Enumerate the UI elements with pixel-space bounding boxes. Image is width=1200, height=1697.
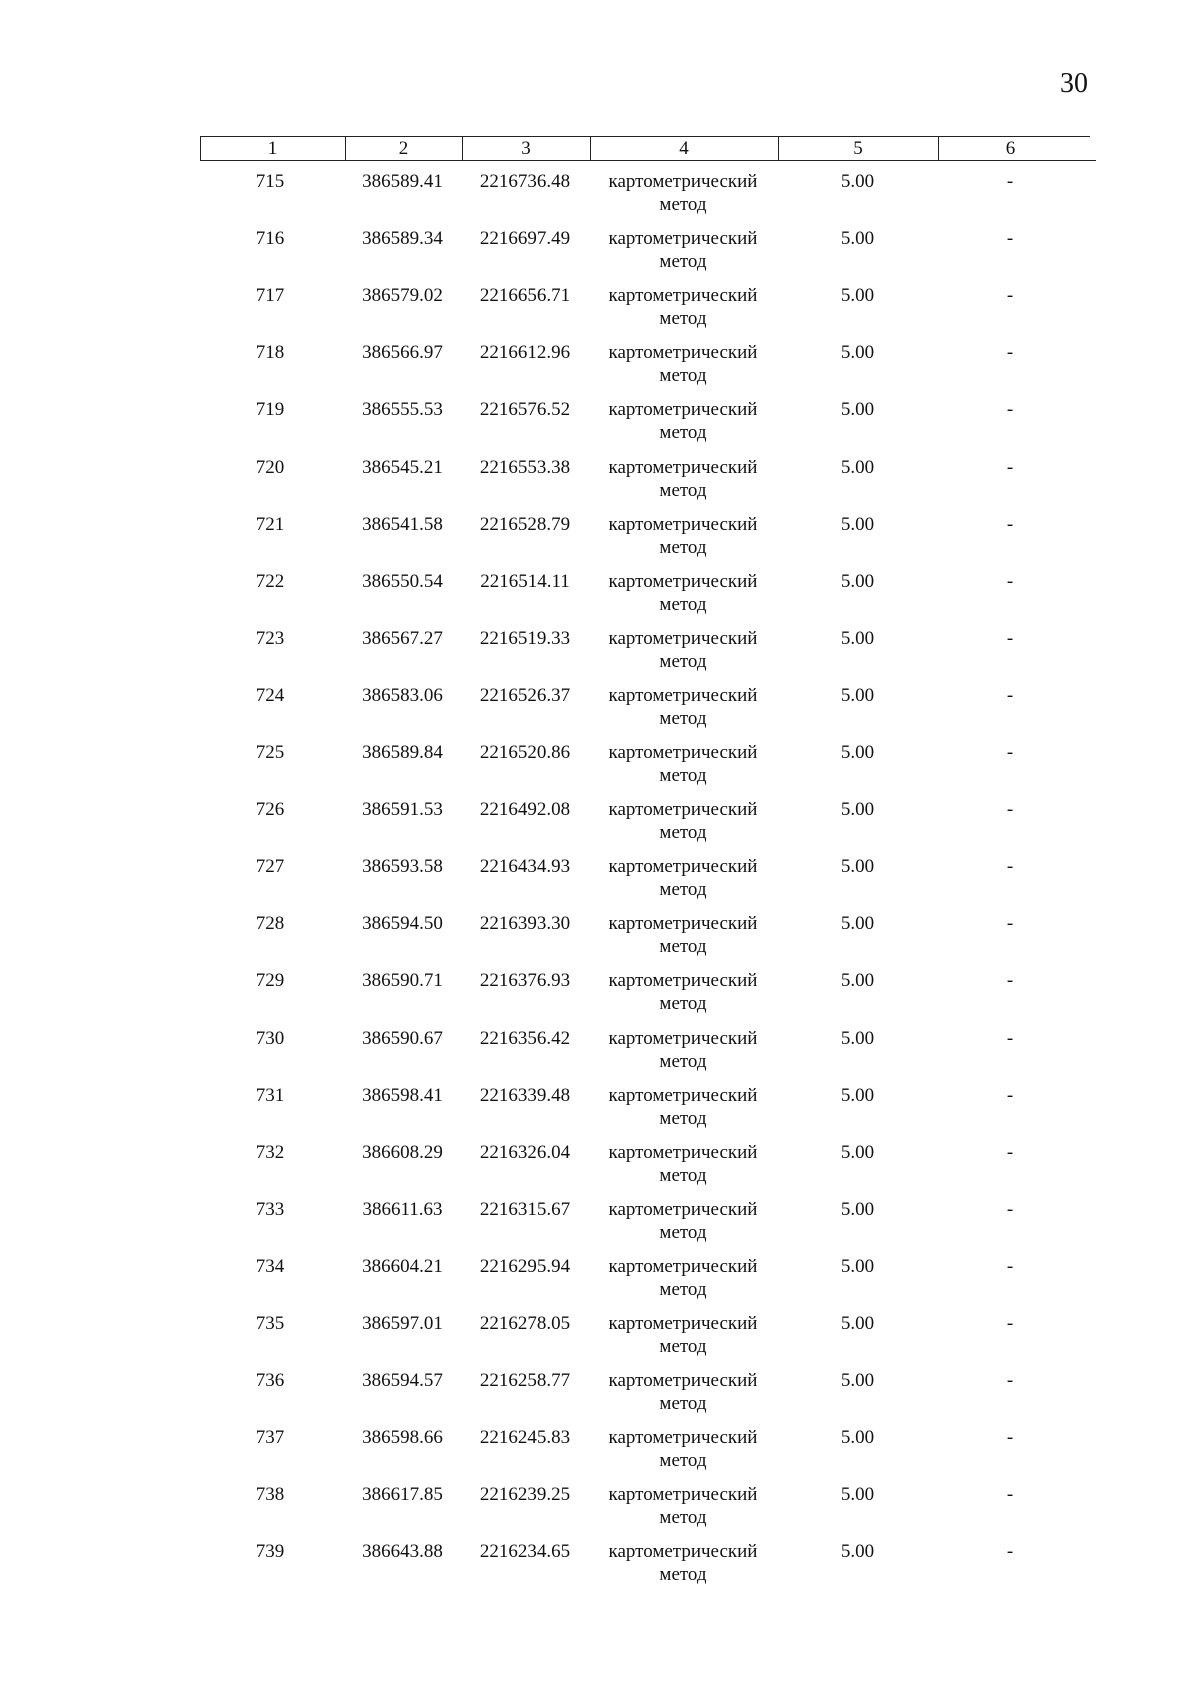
precision-value: 5.00 [840,970,875,992]
x-coordinate: 386589.41 [362,171,443,192]
point-number: 734 [255,1255,285,1277]
method-line-1: картометрический [608,456,758,478]
y-coordinate: 2216736.48 [479,171,571,192]
x-coordinate: 386604.21 [362,1255,443,1277]
point-number: 726 [255,799,285,821]
method-line-1: картометрический [608,1541,758,1563]
table-row [0,969,1200,1026]
y-coordinate: 2216339.48 [479,1084,571,1106]
method-line-2: метод [659,479,707,501]
note-value: - [1006,1255,1014,1277]
method-cell [588,1027,778,1073]
method-line-2: метод [659,1450,707,1472]
table-row [0,684,1200,741]
method-line-1: картометрический [608,970,758,992]
method-line-2: метод [659,251,707,273]
method-line-1: картометрический [608,570,758,592]
column-header-6: 6 [1005,138,1016,159]
precision-value: 5.00 [840,1313,875,1334]
method-cell [588,398,778,444]
method-cell [588,855,778,901]
method-line-2: метод [659,1278,707,1300]
method-line-1: картометрический [608,228,758,250]
table-row [0,1540,1200,1597]
precision-value: 5.00 [840,1255,875,1277]
method-line-1: картометрический [608,1141,758,1163]
column-header-5: 5 [853,138,863,159]
method-line-2: метод [659,879,707,901]
table-row [0,227,1200,284]
point-number: 739 [255,1541,285,1563]
precision-value: 5.00 [840,856,875,878]
column-header-3: 3 [521,138,531,159]
method-line-2: метод [659,422,707,444]
y-coordinate: 2216612.96 [479,342,571,364]
note-value: - [1006,856,1014,878]
table-row [0,1141,1200,1198]
note-value: - [1006,456,1014,478]
note-value: - [1006,1370,1014,1392]
method-line-1: картометрический [608,342,758,364]
y-coordinate: 2216528.79 [479,513,571,535]
y-coordinate: 2216315.67 [479,1198,571,1220]
method-line-2: метод [659,1107,707,1129]
y-coordinate: 2216376.93 [479,970,571,992]
y-coordinate: 2216239.25 [479,1484,571,1506]
note-value: - [1006,684,1014,706]
point-number: 729 [255,970,285,992]
method-line-1: картометрический [608,1198,758,1220]
point-number: 733 [255,1198,285,1220]
method-line-2: метод [659,593,707,615]
table-row [0,1312,1200,1369]
method-line-1: картометрический [608,1427,758,1449]
method-line-2: метод [659,822,707,844]
column-header-4: 4 [679,138,689,159]
note-value: - [1006,1084,1014,1106]
note-value: - [1006,1141,1014,1163]
method-line-2: метод [659,536,707,558]
method-cell [588,741,778,787]
method-cell [588,1369,778,1415]
y-coordinate: 2216393.30 [479,913,571,935]
x-coordinate: 386590.71 [362,970,443,992]
method-cell [588,1198,778,1244]
point-number: 717 [255,285,285,307]
y-coordinate: 2216514.11 [480,570,570,592]
point-number: 724 [255,684,285,706]
x-coordinate: 386594.57 [362,1370,443,1392]
table-row [0,513,1200,570]
method-line-1: картометрический [608,684,758,706]
x-coordinate: 386579.02 [362,285,443,307]
note-value: - [1006,1027,1014,1049]
y-coordinate: 2216245.83 [479,1427,571,1449]
point-number: 719 [255,399,285,421]
method-cell [588,170,778,216]
precision-value: 5.00 [840,1198,875,1220]
method-cell [588,227,778,273]
precision-value: 5.00 [840,1141,875,1163]
y-coordinate: 2216278.05 [479,1313,571,1334]
x-coordinate: 386545.21 [362,456,443,478]
method-line-2: метод [659,365,707,387]
method-cell [588,341,778,387]
precision-value: 5.00 [840,285,875,307]
x-coordinate: 386541.58 [362,513,443,535]
note-value: - [1006,399,1014,421]
method-line-1: картометрический [608,399,758,421]
method-line-2: метод [659,1221,707,1243]
precision-value: 5.00 [840,171,875,192]
x-coordinate: 386591.53 [362,799,443,821]
method-cell [588,1483,778,1529]
point-number: 720 [255,456,285,478]
note-value: - [1006,342,1014,364]
table-row [0,341,1200,398]
method-line-2: метод [659,1164,707,1186]
x-coordinate: 386617.85 [362,1484,443,1506]
method-cell [588,684,778,730]
note-value: - [1006,1541,1014,1563]
y-coordinate: 2216326.04 [479,1141,571,1163]
method-cell [588,912,778,958]
table-row [0,627,1200,684]
table-row [0,855,1200,912]
method-line-1: картометрический [608,171,758,192]
point-number: 728 [255,913,285,935]
note-value: - [1006,1198,1014,1220]
point-number: 731 [255,1084,285,1106]
method-cell [588,798,778,844]
precision-value: 5.00 [840,342,875,364]
table-row [0,1255,1200,1312]
note-value: - [1006,1313,1014,1334]
method-line-1: картометрический [608,1313,758,1334]
point-number: 737 [255,1427,285,1449]
method-cell [588,570,778,616]
precision-value: 5.00 [840,1370,875,1392]
x-coordinate: 386598.41 [362,1084,443,1106]
method-cell [588,1540,778,1586]
x-coordinate: 386583.06 [362,684,443,706]
precision-value: 5.00 [840,627,875,649]
precision-value: 5.00 [840,570,875,592]
x-coordinate: 386597.01 [362,1313,443,1334]
table-row [0,1084,1200,1141]
point-number: 730 [255,1027,285,1049]
precision-value: 5.00 [840,228,875,250]
method-line-1: картометрический [608,513,758,535]
method-line-2: метод [659,936,707,958]
y-coordinate: 2216519.33 [479,627,571,649]
x-coordinate: 386589.34 [362,228,443,250]
x-coordinate: 386594.50 [362,913,443,935]
method-line-2: метод [659,765,707,786]
method-line-2: метод [659,1336,707,1357]
x-coordinate: 386593.58 [362,856,443,878]
precision-value: 5.00 [840,1027,875,1049]
note-value: - [1006,228,1014,250]
method-cell [588,513,778,559]
table-row [0,798,1200,855]
method-line-1: картометрический [608,799,758,821]
note-value: - [1006,1484,1014,1506]
point-number: 727 [255,856,285,878]
point-number: 738 [255,1484,285,1506]
note-value: - [1006,913,1014,935]
x-coordinate: 386589.84 [362,742,443,763]
point-number: 722 [255,570,285,592]
x-coordinate: 386590.67 [362,1027,443,1049]
y-coordinate: 2216697.49 [479,228,571,250]
x-coordinate: 386555.53 [362,399,443,421]
precision-value: 5.00 [840,742,875,763]
point-number: 736 [255,1370,285,1392]
note-value: - [1006,570,1014,592]
point-number: 735 [255,1313,285,1334]
method-line-1: картометрический [608,1484,758,1506]
method-line-2: метод [659,1050,707,1072]
method-line-2: метод [659,1507,707,1529]
method-cell [588,969,778,1015]
note-value: - [1006,627,1014,649]
method-line-1: картометрический [608,1027,758,1049]
method-line-2: метод [659,194,707,215]
y-coordinate: 2216526.37 [479,684,571,706]
y-coordinate: 2216234.65 [479,1541,571,1563]
table-row [0,398,1200,455]
method-line-2: метод [659,1393,707,1415]
header-bottom-rule [200,160,1096,161]
method-line-2: метод [659,308,707,330]
point-number: 716 [255,228,285,250]
method-line-1: картометрический [608,1255,758,1277]
table-row [0,1483,1200,1540]
method-line-2: метод [659,1564,707,1586]
y-coordinate: 2216492.08 [479,799,571,821]
y-coordinate: 2216356.42 [479,1027,571,1049]
method-cell [588,456,778,502]
x-coordinate: 386608.29 [362,1141,443,1163]
y-coordinate: 2216553.38 [479,456,571,478]
method-line-1: картометрический [608,742,758,763]
point-number: 723 [255,627,285,649]
method-cell [588,627,778,673]
precision-value: 5.00 [840,913,875,935]
note-value: - [1006,742,1014,763]
x-coordinate: 386611.63 [362,1198,443,1220]
table-row [0,1426,1200,1483]
x-coordinate: 386566.97 [362,342,443,364]
table-row [0,170,1200,227]
table-row [0,456,1200,513]
method-line-1: картометрический [608,627,758,649]
method-line-1: картометрический [608,856,758,878]
note-value: - [1006,799,1014,821]
table-row [0,912,1200,969]
method-line-2: метод [659,707,707,729]
y-coordinate: 2216258.77 [479,1370,571,1392]
method-line-1: картометрический [608,1370,758,1392]
y-coordinate: 2216576.52 [479,399,571,421]
precision-value: 5.00 [840,1084,875,1106]
method-line-1: картометрический [608,285,758,307]
precision-value: 5.00 [840,684,875,706]
table-row [0,1198,1200,1255]
note-value: - [1006,285,1014,307]
method-cell [588,1084,778,1130]
page-number: 30 [1060,68,1088,99]
method-line-2: метод [659,993,707,1015]
point-number: 721 [255,513,285,535]
x-coordinate: 386643.88 [362,1541,443,1563]
method-cell [588,284,778,330]
precision-value: 5.00 [840,456,875,478]
point-number: 715 [255,171,285,192]
column-header-1: 1 [267,138,278,159]
x-coordinate: 386598.66 [362,1427,443,1449]
note-value: - [1006,970,1014,992]
y-coordinate: 2216520.86 [479,742,571,763]
precision-value: 5.00 [840,1541,875,1563]
precision-value: 5.00 [840,513,875,535]
method-line-2: метод [659,650,707,672]
y-coordinate: 2216295.94 [479,1255,571,1277]
y-coordinate: 2216434.93 [479,856,571,878]
point-number: 718 [255,342,285,364]
table-row [0,1369,1200,1426]
x-coordinate: 386567.27 [362,627,443,649]
table-row [0,284,1200,341]
method-cell [588,1426,778,1472]
table-row [0,570,1200,627]
table-row [0,741,1200,798]
x-coordinate: 386550.54 [362,570,443,592]
method-line-1: картометрический [608,913,758,935]
note-value: - [1006,171,1014,192]
table-row [0,1027,1200,1084]
precision-value: 5.00 [840,1427,875,1449]
method-cell [588,1312,778,1358]
point-number: 732 [255,1141,285,1163]
precision-value: 5.00 [840,799,875,821]
point-number: 725 [255,742,285,763]
precision-value: 5.00 [840,399,875,421]
precision-value: 5.00 [840,1484,875,1506]
column-header-2: 2 [398,138,409,159]
method-cell [588,1141,778,1187]
y-coordinate: 2216656.71 [479,285,571,307]
method-cell [588,1255,778,1301]
note-value: - [1006,1427,1014,1449]
note-value: - [1006,513,1014,535]
method-line-1: картометрический [608,1084,758,1106]
